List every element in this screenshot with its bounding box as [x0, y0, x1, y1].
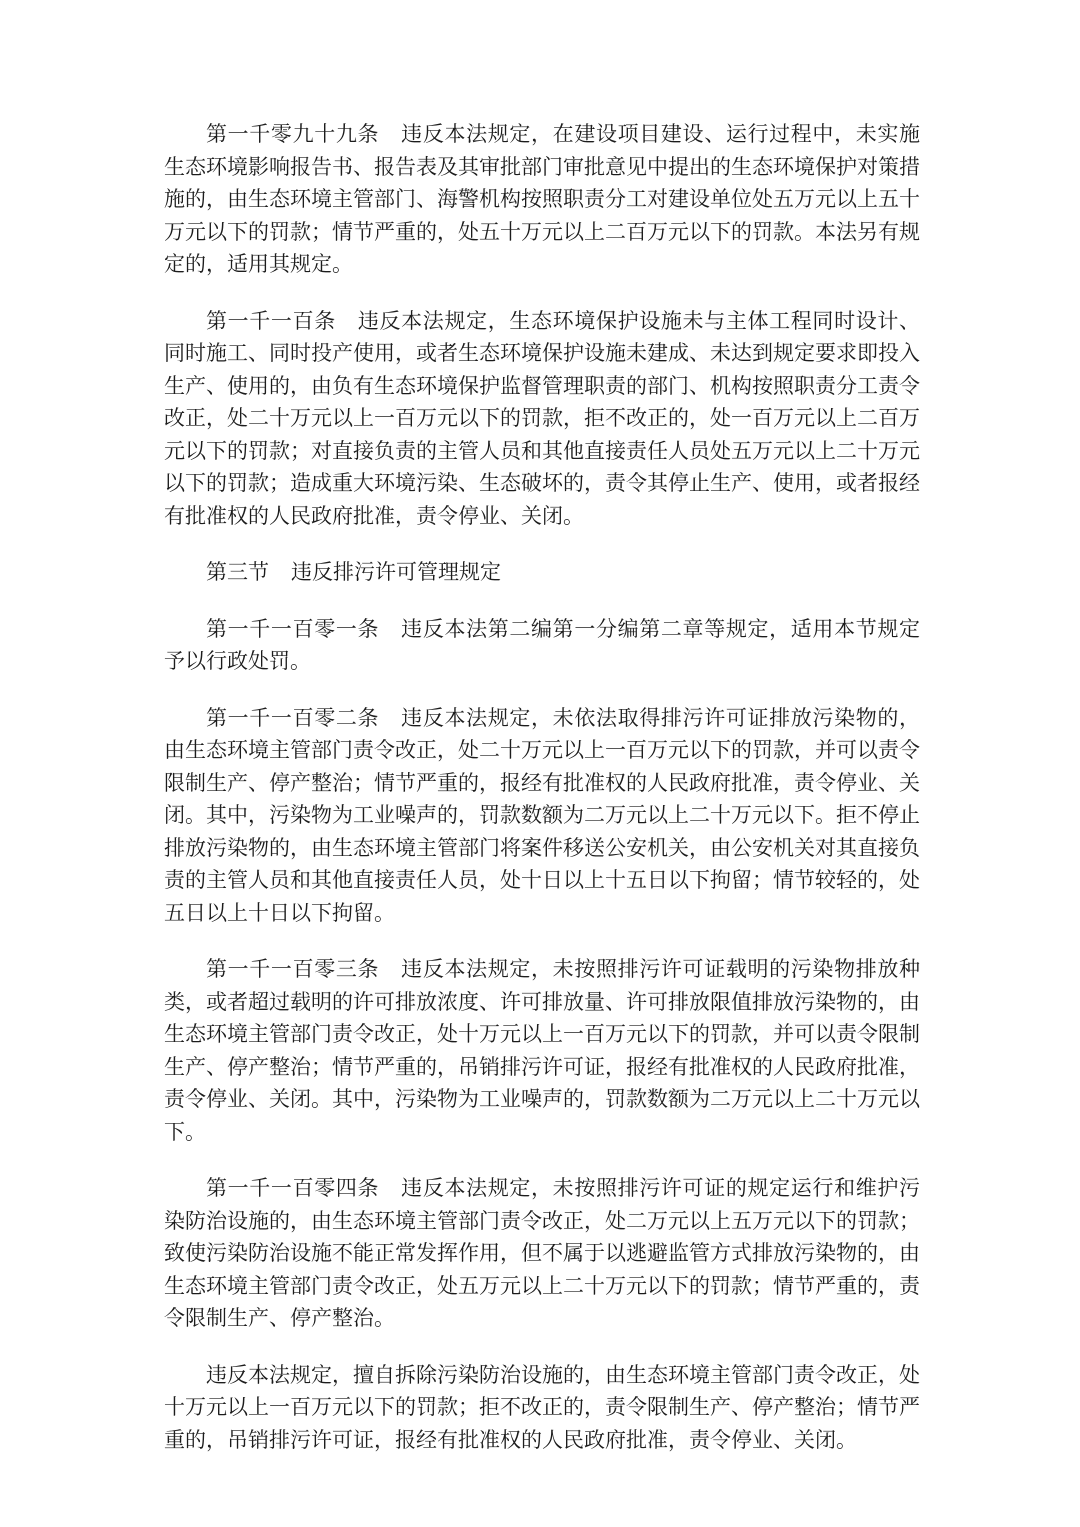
article-number: 第一千一百零三条	[206, 957, 380, 981]
article-paragraph	[164, 953, 920, 1148]
article-text: 违反本法第二编第一分编第二章等规定，适用本节规定予以行政处罚。	[164, 616, 921, 673]
article-number: 第一千一百零二条	[206, 705, 380, 730]
paragraph-text: 违反本法规定，擅自拆除污染防治设施的，由生态环境主管部门责令改正，处十万元以上一百万元以下的罚款；拒不改正的，责令限制生产、停产整治；情节严重的，吊销排污许可证，报经有批准权的人民政府批准，责令停业、关闭。	[164, 1362, 920, 1452]
article-number: 第一千一百条	[206, 308, 336, 333]
article-paragraph	[164, 702, 920, 930]
continuation-paragraph	[164, 1359, 920, 1457]
article-text: 违反本法规定，未按照排污许可证载明的污染物排放种类，或者超过载明的许可排放浓度、许可排放量、许可排放限值排放污染物的，由生态环境主管部门责令改正，处十万元以上一百万元以下的罚款，并可以责令限制生产、停产整治；情节严重的，吊销排污许可证，报经有批准权的人民政府批准，责令停业、关闭。其中，污染物为工业噪声的，罚款数额为二万元以上二十万元以下。	[164, 957, 921, 1144]
document-body	[164, 118, 920, 1480]
article-number: 第一千零九十九条	[206, 122, 380, 146]
section-heading	[164, 556, 920, 589]
section-title: 违反排污许可管理规定	[291, 560, 501, 584]
article-text: 违反本法规定，未按照排污许可证的规定运行和维护污染防治设施的，由生态环境主管部门责令改正，处二万元以上五万元以下的罚款；致使污染防治设施不能正常发挥作用，但不属于以逃避监管方式排放污染物的，由生态环境主管部门责令改正，处五万元以上二十万元以下的罚款；情节严重的，责令限制生产、停产整治。	[164, 1176, 921, 1330]
article-text: 违反本法规定，未依法取得排污许可证排放污染物的，由生态环境主管部门责令改正，处二十万元以上一百万元以下的罚款，并可以责令限制生产、停产整治；情节严重的，报经有批准权的人民政府批准，责令停业、关闭。其中，污染物为工业噪声的，罚款数额为二万元以上二十万元以下。拒不停止排放污染物的，由生态环境主管部门将案件移送公安机关，由公安机关对其直接负责的主管人员和其他直接责任人员，处十日以上十五日以下拘留；情节较轻的，处五日以上十日以下拘留。	[164, 705, 921, 925]
article-number: 第一千一百零一条	[206, 616, 380, 641]
article-paragraph	[164, 613, 920, 678]
section-number: 第三节	[206, 560, 269, 584]
article-paragraph	[164, 1172, 920, 1335]
article-paragraph	[164, 118, 920, 281]
article-text: 违反本法规定，在建设项目建设、运行过程中，未实施生态环境影响报告书、报告表及其审批部门审批意见中提出的生态环境保护对策措施的，由生态环境主管部门、海警机构按照职责分工对建设单位处五万元以上五十万元以下的罚款；情节严重的，处五十万元以上二百万元以下的罚款。本法另有规定的，适用其规定。	[164, 122, 921, 276]
article-text: 违反本法规定，生态环境保护设施未与主体工程同时设计、同时施工、同时投产使用，或者生态环境保护设施未建成、未达到规定要求即投入生产、使用的，由负有生态环境保护监督管理职责的部门、机构按照职责分工责令改正，处二十万元以上一百万元以下的罚款，拒不改正的，处一百万元以上二百万元以下的罚款；对直接负责的主管人员和其他直接责任人员处五万元以上二十万元以下的罚款；造成重大环境污染、生态破坏的，责令其停止生产、使用，或者报经有批准权的人民政府批准，责令停业、关闭。	[164, 308, 921, 528]
article-paragraph	[164, 305, 920, 533]
article-number: 第一千一百零四条	[206, 1176, 380, 1200]
